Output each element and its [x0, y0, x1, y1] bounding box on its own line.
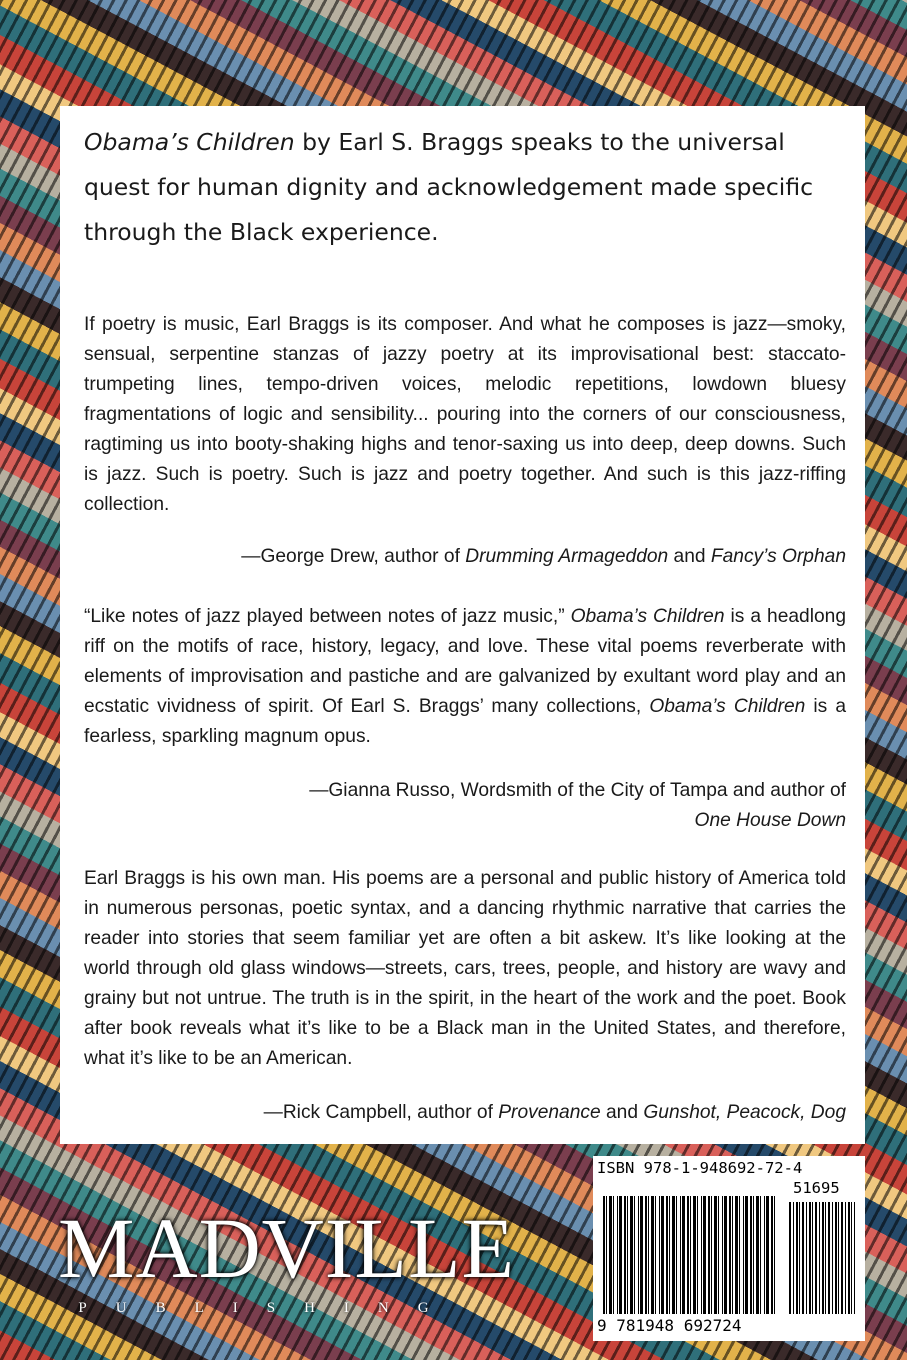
blurb-drew: If poetry is music, Earl Braggs is its composer. And what he composes is jazz—smoky, sensual, serpentine stanzas of jazzy poetry at its improvisational best: staccato-trumpeting lines, tempo-driven voices, melodic repetitions, lowdown bluesy fragmentations of logic and sensibility... pouring into the corners of our consciousness, ragtiming us into booty-shaking highs and tenor-saxing us into deep, deep downs. Such is jazz. Such is poetry. Such is jazz and poetry together. And such is this jazz-riffing collection.: [84, 314, 846, 515]
publisher-name: MADVILLE: [58, 1200, 516, 1296]
barcode-digits: 9 781948 692724: [597, 1316, 742, 1335]
publisher-subtitle: PUBLISHING: [78, 1300, 458, 1316]
blurb-campbell: Earl Braggs is his own man. His poems are a personal and public history of America told in numerous personas, poetic syntax, and a dancing rhythmic narrative that carries the reader into stories that seem familiar yet are often a bit askew. It’s like looking at the world through old glass windows—streets, cars, trees, people, and history are wavy and grainy but not untrue. The truth is in the spirit, in the heart of the work and the poet. Book after book reveals what it’s like to be a Black man in the United States, and therefore, what it’s like to be an American.: [84, 868, 846, 1069]
book-title-provenance: Provenance: [498, 1102, 601, 1123]
lead-statement: [84, 120, 846, 255]
barcode-bars-addon: [789, 1202, 855, 1314]
lead-book-title: Obama’s Children: [84, 128, 295, 156]
back-cover-text-panel: [60, 106, 865, 1144]
price-code: 51695: [793, 1179, 840, 1197]
isbn-barcode: [593, 1156, 865, 1341]
book-title-one-house-down: One House Down: [694, 810, 846, 831]
barcode-bars-main: [603, 1196, 775, 1314]
attribution-campbell: —Rick Campbell, author of Provenance and Gunshot, Peacock, Dog: [263, 1102, 846, 1123]
lead-text: by Earl S. Braggs speaks to the universal quest for human dignity and acknowledgement made specific through the Black experience.: [84, 128, 814, 246]
publisher-logo: [58, 1200, 516, 1327]
book-title-gunshot-peacock-dog: Gunshot, Peacock, Dog: [643, 1102, 846, 1123]
book-title-drumming-armageddon: Drumming Armageddon: [465, 546, 669, 567]
isbn-number: ISBN 978-1-948692-72-4: [597, 1159, 803, 1177]
attribution-drew: —George Drew, author of Drumming Armageddon and Fancy’s Orphan: [241, 546, 846, 567]
blurb-russo: “Like notes of jazz played between notes of jazz music,” Obama’s Children is a headlong riff on the motifs of race, history, legacy, and love. These vital poems reverberate with elements of improvisation and pastiche and are galvanized by exultant word play and an ecstatic vividness of spirit. Of Earl S. Braggs’ many collections, Obama’s Children is a fearless, sparkling magnum opus.: [84, 606, 847, 747]
attribution-russo: —Gianna Russo, Wordsmith of the City of Tampa and author of One House Down: [309, 780, 846, 831]
book-title-fancys-orphan: Fancy’s Orphan: [710, 546, 846, 567]
